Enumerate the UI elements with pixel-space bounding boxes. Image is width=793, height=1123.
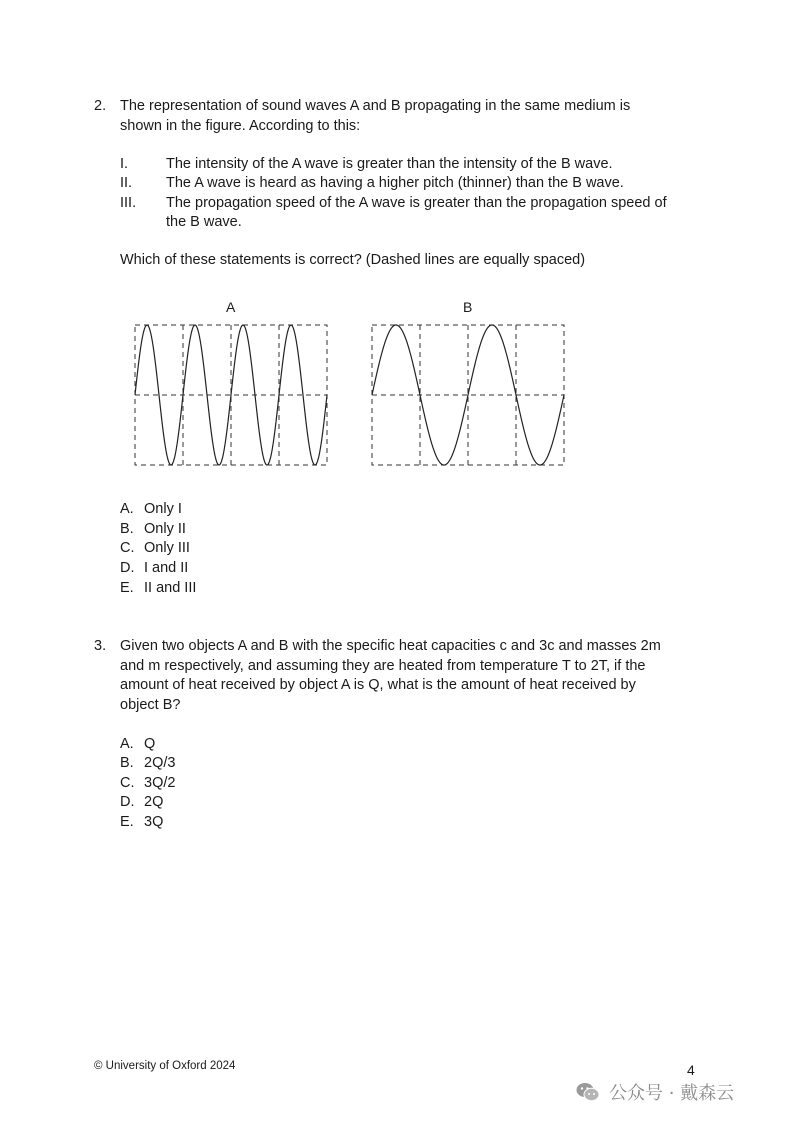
q2-statement-2-text: The A wave is heard as having a higher pitch (thinner) than the B wave.	[166, 175, 624, 191]
q3-option-d-letter: D.	[120, 794, 135, 810]
q2-number: 2.	[94, 98, 107, 114]
q2-stem-line-1: The representation of sound waves A and B propagating in the same medium is	[120, 98, 631, 114]
q3-option-a-letter: A.	[120, 736, 134, 752]
figure-label-a: A	[226, 299, 236, 315]
q3-option-c-text: 3Q/2	[144, 775, 176, 791]
q3-option-d-text: 2Q	[144, 794, 164, 810]
q2-option-a-letter: A.	[120, 501, 134, 517]
q2-stem-line-2: shown in the figure. According to this:	[120, 118, 361, 134]
q2-option-d-letter: D.	[120, 560, 135, 576]
figure-label-b: B	[463, 299, 473, 315]
watermark-text: 公众号 · 戴森云	[609, 1083, 735, 1104]
footer-copyright: © University of Oxford 2024	[94, 1060, 236, 1072]
q3-stem-line-3: amount of heat received by object A is Q, what is the amount of heat received by	[120, 677, 636, 693]
q3-option-e-letter: E.	[120, 814, 134, 830]
q2-option-e-text: II and III	[144, 580, 197, 596]
q3-option-a-text: Q	[144, 736, 156, 752]
q2-statement-1-roman: I.	[120, 156, 129, 172]
q2-option-a-text: Only I	[144, 501, 182, 517]
q2-option-b-text: Only II	[144, 521, 186, 537]
q2-option-c-letter: C.	[120, 540, 135, 556]
q2-option-c-text: Only III	[144, 540, 190, 556]
q2-question: Which of these statements is correct? (Dashed lines are equally spaced)	[120, 252, 586, 268]
q3-number: 3.	[94, 638, 107, 654]
wave-b-figure	[367, 320, 567, 470]
q3-option-e-text: 3Q	[144, 814, 164, 830]
wechat-icon	[575, 1079, 601, 1105]
q3-stem-line-2: and m respectively, and assuming they are heated from temperature T to 2T, if the	[120, 658, 646, 674]
q2-statement-3-text-line-2: the B wave.	[166, 214, 242, 230]
q2-option-b-letter: B.	[120, 521, 134, 537]
q3-stem-line-4: object B?	[120, 697, 181, 713]
q2-option-e-letter: E.	[120, 580, 134, 596]
q3-option-b-letter: B.	[120, 755, 134, 771]
q2-statement-1-text: The intensity of the A wave is greater than the intensity of the B wave.	[166, 156, 613, 172]
q3-option-b-text: 2Q/3	[144, 755, 176, 771]
watermark	[575, 1078, 734, 1106]
q2-option-d-text: I and II	[144, 560, 189, 576]
wave-a-figure	[130, 320, 330, 470]
q2-statement-2-roman: II.	[120, 175, 133, 191]
q3-stem-line-1: Given two objects A and B with the specific heat capacities c and 3c and masses 2m	[120, 638, 661, 654]
q3-option-c-letter: C.	[120, 775, 135, 791]
page-number: 4	[687, 1062, 695, 1078]
q2-statement-3-text-line-1: The propagation speed of the A wave is greater than the propagation speed of	[166, 195, 667, 211]
q2-statement-3-roman: III.	[120, 195, 137, 211]
